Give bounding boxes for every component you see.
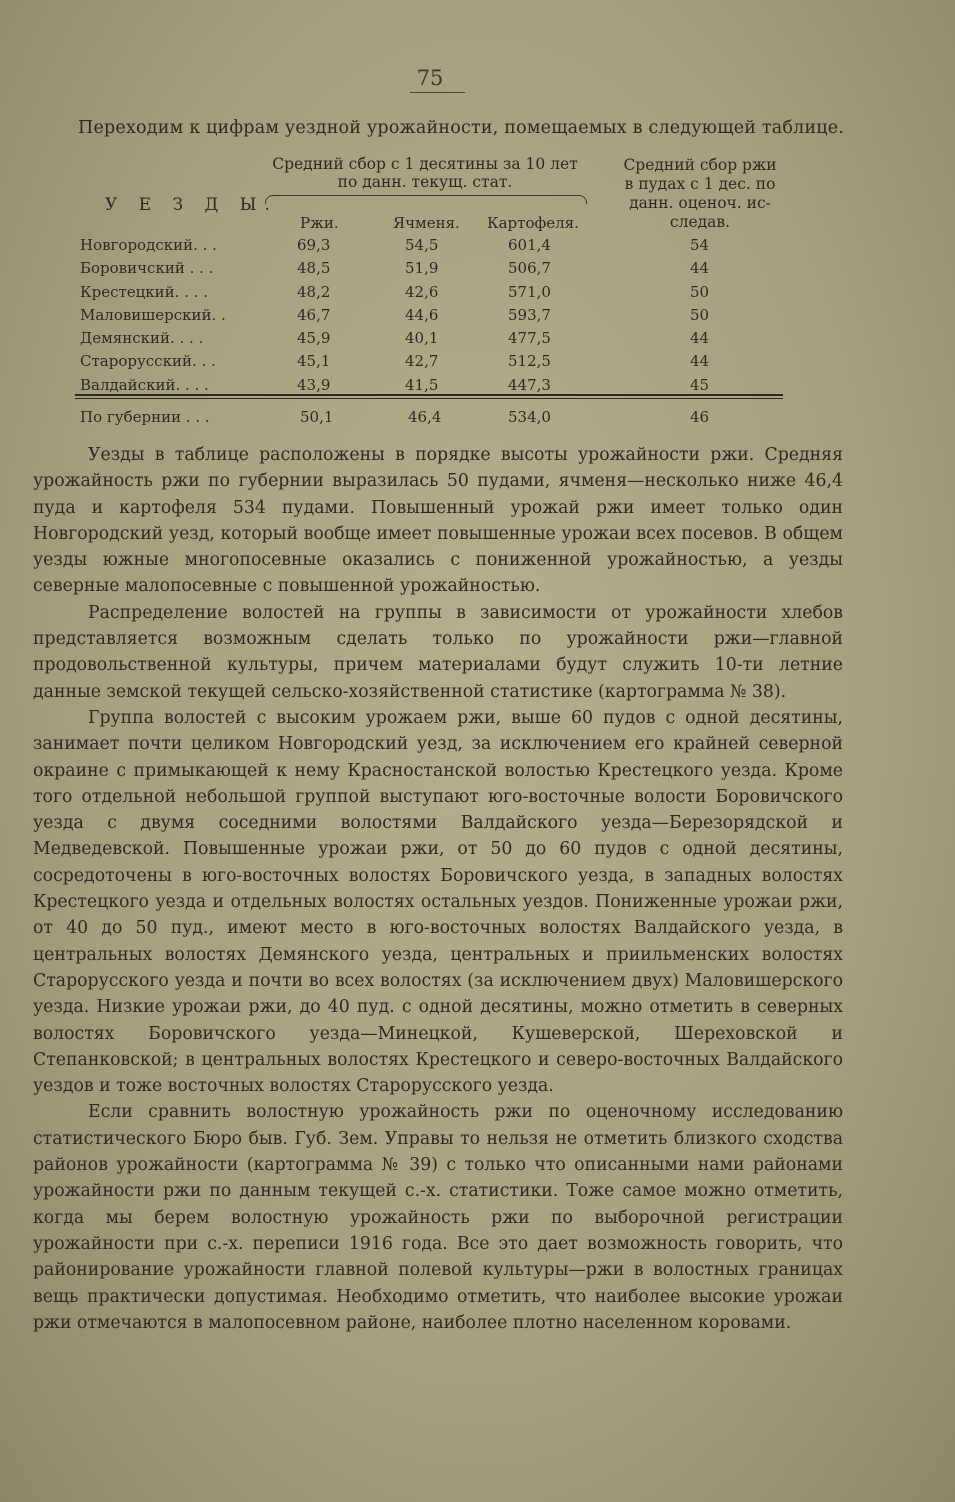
cell-uezd: Валдайский. . . . [80,375,209,394]
table-rule [75,394,783,396]
cell-barley: 42,7 [405,352,439,371]
header-assessment-line-4: следав. [669,213,731,231]
cell-potato: 506,7 [508,259,551,278]
cell-total-name: По губернии . . . [80,408,210,426]
paragraph: Уезды в таблице расположены в порядке высоты урожайности ржи. Средняя урожайность ржи по губернии выразилась 50 пудами, ячменя—несколько ниже 46,4 пуда и картофеля 534 пудами. Повышенный урожай ржи имеет только один Новгородский уезд, который вообще имеет повышенные урожаи всех посевов. В общем уезды южные многопосевные оказались с пониженной урожайностью, а уезды северные малопосевные с повышенной урожайностью. [33,445,843,597]
cell-barley: 44,6 [405,305,439,324]
cell-rye: 48,5 [297,259,331,278]
cell-barley: 42,6 [405,282,439,301]
cell-total-rye: 50,1 [300,408,334,426]
paragraph: Распределение волостей на группы в зависимости от урожайности хлебов представляется возможным сделать только по урожайности ржи—главной продовольственной культуры, причем материалами будут служить 10-ти летние данные земской текущей сельско-хозяйственной статистике (картограмма № 38). [33,602,843,702]
table-total-row [75,408,790,432]
cell-total-barley: 46,4 [408,408,442,426]
page-number-rule [410,92,465,93]
cell-potato: 447,3 [508,375,551,394]
paragraph: Группа волостей с высоким урожаем ржи, выше 60 пудов с одной десятины, занимает почти целиком Новгородский уезд, за исключением его крайней северной окраине с примыкающей к нему Красностанской волостью Крестецкого уезда. Кроме того отдельной небольшой группой выступают юго-восточные волости Боровичского уезда с двумя соседними волостями Валдайского уезда—Березорядской и Медведевской. Повышенные урожаи ржи, от 50 до 60 пудов с одной десятины, сосредоточены в юго-восточных волостях Боровичского уезда, в западных волостях Крестецкого уезда и отдельных волостях остальных уездов. Пониженные урожаи ржи, от 40 до 50 пуд., имеют место в юго-восточных волостях Валдайского уезда, в центральных волостях Демянского уезда, центральных и приильменских волостях Старорусского уезда и почти во всех волостях (за исключением двух) Маловишерского уезда. Низкие урожаи ржи, до 40 пуд. с одной десятины, можно отметить в северных волостях Боровичского уезда—Минецкой, Кушеверской, Шереховской и Степанковской; в центральных волостях Крестецкого и северо-восточных Валдайского уездов и тоже восточных волостях Старорусского уезда. [33,707,843,1097]
cell-potato: 601,4 [508,236,551,254]
cell-potato: 593,7 [508,305,551,324]
cell-potato: 477,5 [508,329,551,348]
cell-rye: 46,7 [297,305,331,324]
header-assessment [610,156,790,232]
cell-rye: 43,9 [297,375,331,394]
cell-uezd: Крестецкий. . . . [80,282,209,301]
cell-barley: 41,5 [405,375,439,394]
table-row [75,283,790,306]
table-row [75,259,790,282]
cell-rye: 45,9 [297,329,331,348]
paragraph: Если сравнить волостную урожайность ржи по оценочному исследованию статистического Бюро быв. Губ. Зем. Управы то нельзя не отметить близкого сходства районов урожайности (картограмма № 39) с только что описанными нами районами урожайности ржи по данным текущей с.-х. статистики. Тоже самое можно отметить, когда мы берем волостную урожайность ржи по выборочной регистрации урожайности при с.-х. переписи 1916 года. Все это дает возможность говорить, что районирование урожайности главной полевой культуры—ржи в волостных границах вещь практически допустимая. Необходимо отметить, что наиболее высокие урожаи ржи отмечаются в малопосевном районе, наиболее плотно населенном коровами. [33,1102,843,1333]
page-number: 75 [416,66,444,90]
header-group [260,155,590,191]
table-row [75,236,790,259]
cell-uezd: Старорусский. . . [80,352,216,371]
table-row [75,306,790,329]
cell-assessment: 44 [690,329,710,348]
intro-line: Переходим к цифрам уездной урожайности, помещаемых в следующей таблице. [78,118,845,138]
header-group-line-2: по данн. текущ. стат. [337,173,513,191]
cell-assessment: 45 [690,375,710,394]
cell-barley: 40,1 [405,329,439,348]
col-header-rye: Ржи. [300,214,339,232]
header-assessment-line-2: в пудах с 1 дес. по [624,175,776,193]
header-brace [265,195,587,204]
cell-barley: 51,9 [405,259,439,278]
col-header-potato: Картофеля. [487,214,579,232]
cell-rye: 69,3 [297,236,331,254]
header-assessment-line-1: Средний сбор ржи [623,156,777,174]
cell-uezd: Демянский. . . . [80,329,204,348]
cell-rye: 45,1 [297,352,331,371]
body-text [33,442,843,1336]
cell-uezd: Маловишерский. . [80,305,226,324]
header-assessment-line-3: данн. оценоч. ис- [629,194,771,212]
table-rule-thin [75,398,783,399]
cell-total-potato: 534,0 [508,408,551,426]
cell-assessment: 44 [690,259,710,278]
cell-uezd: Боровичский . . . [80,259,214,278]
cell-potato: 512,5 [508,352,551,371]
table-row [75,352,790,375]
cell-assessment: 50 [690,282,710,301]
cell-total-assessment: 46 [690,408,710,426]
col-header-barley: Ячменя. [393,214,460,232]
cell-assessment: 44 [690,352,710,371]
cell-barley: 54,5 [405,236,439,254]
table-row [75,329,790,352]
header-uezdy: У Е З Д Ы. [105,195,278,215]
header-group-line-1: Средний сбор с 1 десятины за 10 лет [272,155,578,173]
cell-potato: 571,0 [508,282,551,301]
cell-uezd: Новгородский. . . [80,236,217,254]
cell-assessment: 54 [690,236,710,254]
table-body [75,236,790,399]
cell-assessment: 50 [690,305,710,324]
cell-rye: 48,2 [297,282,331,301]
